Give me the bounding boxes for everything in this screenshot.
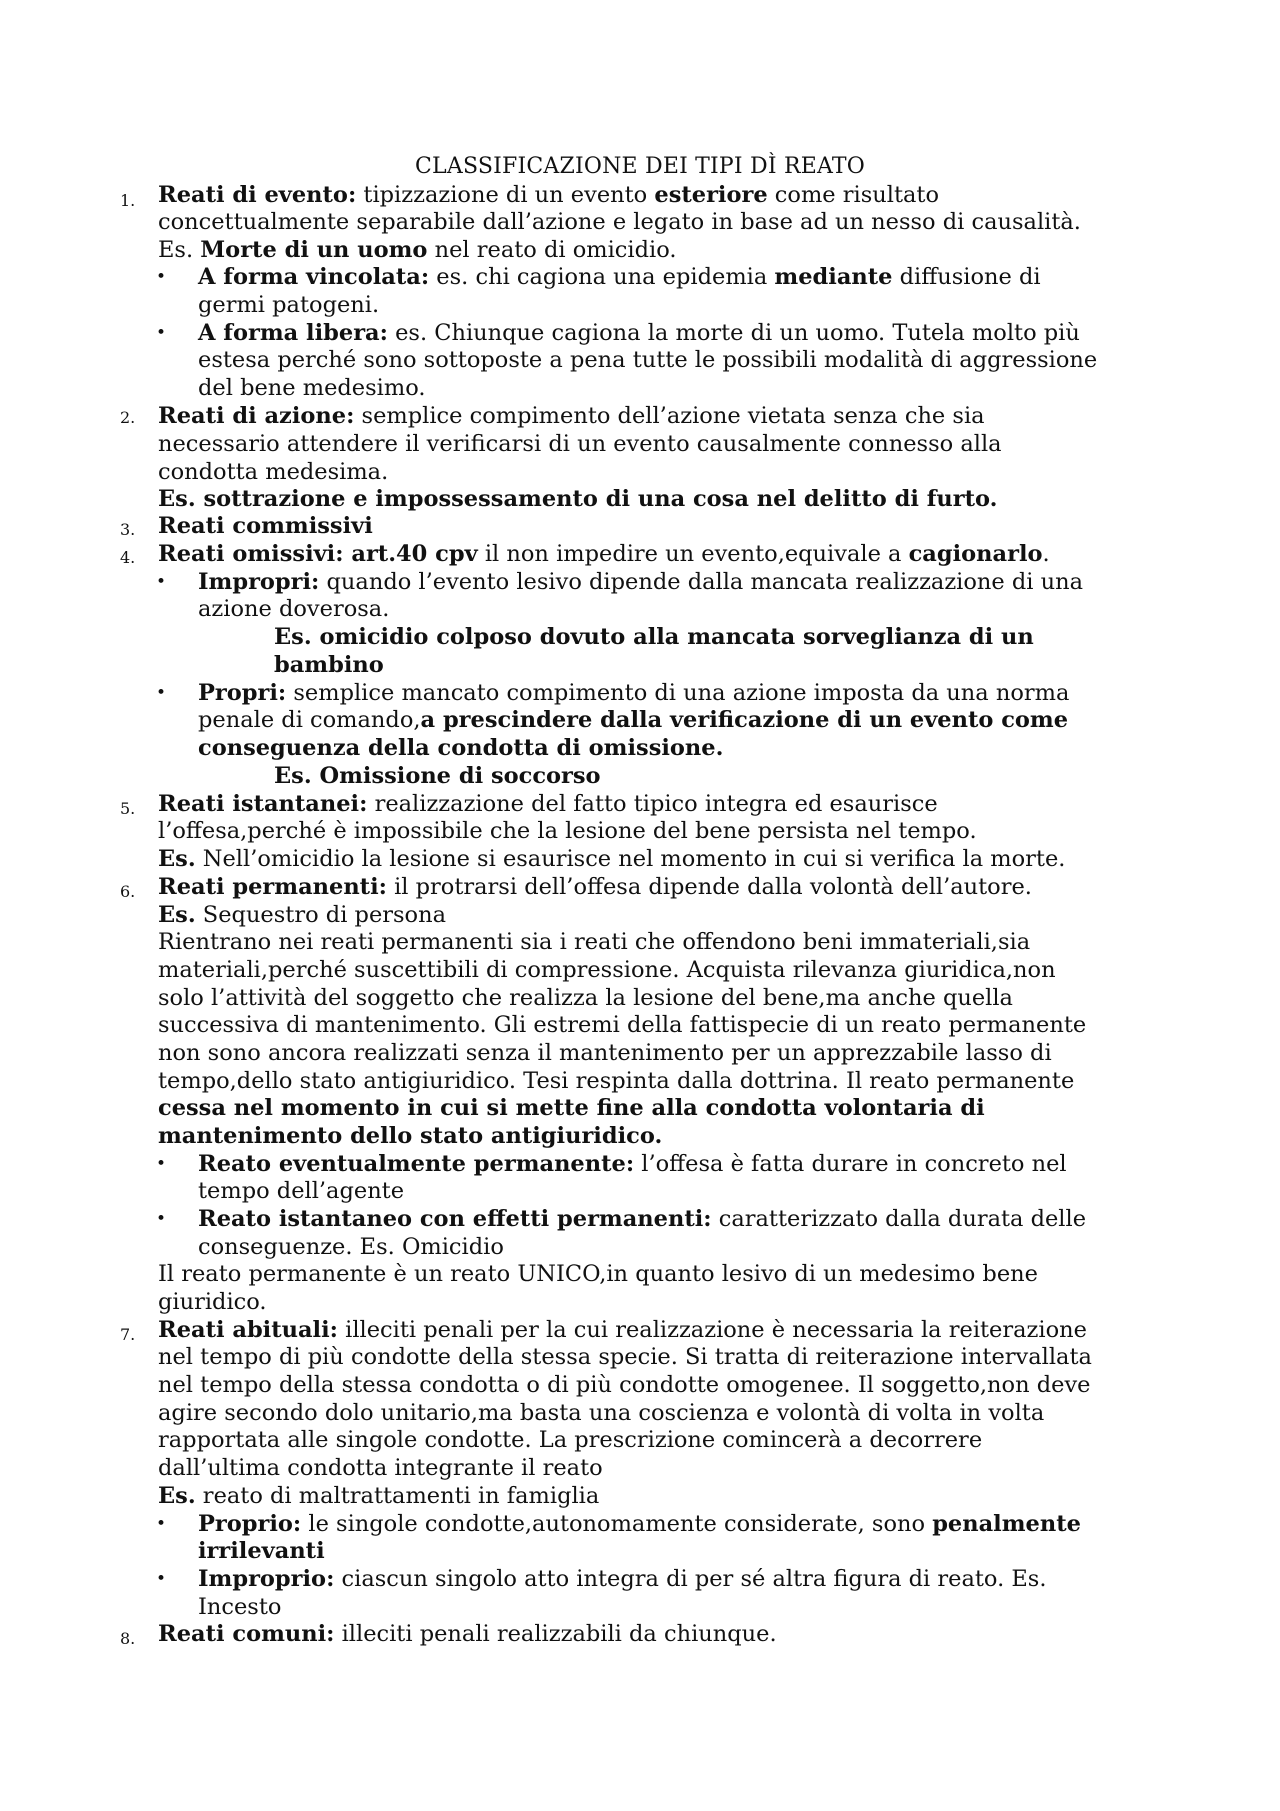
- list-number-6: 6.: [120, 882, 136, 901]
- item-7-paragraph-line-1: nel tempo di più condotte della stessa specie. Si tratta di reiterazione intervallata: [158, 1344, 1092, 1370]
- item-6-paragraph-line-1: Rientrano nei reati permanenti sia i reati che offendono beni immateriali,sia: [158, 929, 1031, 955]
- item-6-paragraph-line-8: mantenimento dello stato antigiuridico.: [158, 1123, 663, 1149]
- item-1-line-2: concettualmente separabile dall’azione e legato in base ad un nesso di causalità.: [158, 209, 1081, 235]
- item-6-paragraph-line-7: cessa nel momento in cui si mette fine alla condotta volontaria di: [158, 1095, 985, 1121]
- bullet: •: [156, 1209, 167, 1229]
- item-1-sub-1-line-1: A forma vincolata: es. chi cagiona una epidemia mediante diffusione di: [198, 264, 1041, 290]
- item-5-line-3: Es. Nell’omicidio la lesione si esaurisce nel momento in cui si verifica la morte.: [158, 846, 1066, 872]
- item-1-sub-2-line-3: del bene medesimo.: [198, 375, 426, 401]
- item-7-line-1: Reati abituali: illeciti penali per la cui realizzazione è necessaria la reiterazione: [158, 1317, 1087, 1343]
- bullet: •: [156, 267, 167, 287]
- item-6-line-2: Es. Sequestro di persona: [158, 902, 447, 928]
- bullet: •: [156, 1154, 167, 1174]
- item-4-line-1: Reati omissivi: art.40 cpv il non impedire un evento,equivale a cagionarlo.: [158, 541, 1050, 567]
- item-7-paragraph-line-2: nel tempo della stessa condotta o di più condotte omogenee. Il soggetto,non deve: [158, 1372, 1091, 1398]
- item-6-paragraph-line-3: solo l’attività del soggetto che realizza la lesione del bene,ma anche quella: [158, 985, 1013, 1011]
- item-2-line-1: Reati di azione: semplice compimento dell’azione vietata senza che sia: [158, 403, 985, 429]
- item-4-sub-1-line-1: Impropri: quando l’evento lesivo dipende dalla mancata realizzazione di una: [198, 569, 1084, 595]
- item-6-sub-2-line-1: Reato istantaneo con effetti permanenti: caratterizzato dalla durata delle: [198, 1206, 1087, 1232]
- bullet: •: [156, 1569, 167, 1589]
- item-6-paragraph-line-4: successiva di mantenimento. Gli estremi della fattispecie di un reato permanente: [158, 1012, 1087, 1038]
- item-4-sub-1-example-line-2: bambino: [274, 652, 384, 678]
- bullet: •: [156, 1514, 167, 1534]
- item-7-sub-1-line-1: Proprio: le singole condotte,autonomamente considerate, sono penalmente: [198, 1511, 1081, 1537]
- item-3-line-1: Reati commissivi: [158, 513, 373, 539]
- list-number-5: 5.: [120, 799, 136, 818]
- item-7-sub-1-line-2: irrilevanti: [198, 1538, 325, 1564]
- item-6-closing-line-1: Il reato permanente è un reato UNICO,in quanto lesivo di un medesimo bene: [158, 1261, 1038, 1287]
- item-6-closing-line-2: giuridico.: [158, 1289, 267, 1315]
- item-6-paragraph-line-5: non sono ancora realizzati senza il mantenimento per un apprezzabile lasso di: [158, 1040, 1052, 1066]
- item-6-paragraph-line-2: materiali,perché suscettibili di compressione. Acquista rilevanza giuridica,non: [158, 957, 1056, 983]
- list-number-3: 3.: [120, 520, 136, 539]
- item-6-sub-2-line-2: conseguenze. Es. Omicidio: [198, 1234, 504, 1260]
- item-4-sub-2-line-1: Propri: semplice mancato compimento di una azione imposta da una norma: [198, 680, 1070, 706]
- list-number-1: 1.: [120, 191, 136, 210]
- item-6-sub-1-line-2: tempo dell’agente: [198, 1178, 405, 1204]
- list-number-7: 7.: [120, 1325, 136, 1344]
- item-5-line-2: l’offesa,perché è impossibile che la lesione del bene persista nel tempo.: [158, 818, 977, 844]
- item-7-paragraph-line-4: rapportata alle singole condotte. La prescrizione comincerà a decorrere: [158, 1427, 983, 1453]
- item-1-line-1: Reati di evento: tipizzazione di un evento esteriore come risultato: [158, 182, 939, 208]
- list-number-4: 4.: [120, 548, 136, 567]
- item-4-sub-2-example: Es. Omissione di soccorso: [274, 763, 601, 789]
- item-2-line-4: Es. sottrazione e impossessamento di una cosa nel delitto di furto.: [158, 486, 998, 512]
- item-4-sub-2-line-3: conseguenza della condotta di omissione.: [198, 735, 724, 761]
- list-number-2: 2.: [120, 408, 136, 427]
- item-1-sub-1-line-2: germi patogeni.: [198, 292, 380, 318]
- item-2-line-3: condotta medesima.: [158, 459, 389, 485]
- item-6-sub-1-line-1: Reato eventualmente permanente: l’offesa è fatta durare in concreto nel: [198, 1151, 1067, 1177]
- item-2-line-2: necessario attendere il verificarsi di un evento causalmente connesso alla: [158, 431, 1002, 457]
- item-4-sub-2-line-2: penale di comando,a prescindere dalla verificazione di un evento come: [198, 707, 1069, 733]
- item-7-paragraph-line-5: dall’ultima condotta integrante il reato: [158, 1455, 603, 1481]
- item-8-line-1: Reati comuni: illeciti penali realizzabili da chiunque.: [158, 1621, 777, 1647]
- bullet: •: [156, 572, 167, 592]
- document-title: CLASSIFICAZIONE DEI TIPI DÌ REATO: [415, 154, 865, 179]
- item-6-line-1: Reati permanenti: il protrarsi dell’offesa dipende dalla volontà dell’autore.: [158, 874, 1032, 900]
- item-5-line-1: Reati istantanei: realizzazione del fatto tipico integra ed esaurisce: [158, 791, 938, 817]
- bullet: •: [156, 683, 167, 703]
- item-1-line-3: Es. Morte di un uomo nel reato di omicidio.: [158, 237, 677, 263]
- item-7-paragraph-line-3: agire secondo dolo unitario,ma basta una coscienza e volontà di volta in volta: [158, 1400, 1045, 1426]
- bullet: •: [156, 323, 167, 343]
- item-4-sub-1-line-2: azione doverosa.: [198, 596, 390, 622]
- item-7-example: Es. reato di maltrattamenti in famiglia: [158, 1483, 600, 1509]
- item-1-sub-2-line-1: A forma libera: es. Chiunque cagiona la morte di un uomo. Tutela molto più: [198, 320, 1080, 346]
- item-7-sub-2-line-2: Incesto: [198, 1594, 282, 1620]
- item-7-sub-2-line-1: Improprio: ciascun singolo atto integra di per sé altra figura di reato. Es.: [198, 1566, 1047, 1592]
- item-1-sub-2-line-2: estesa perché sono sottoposte a pena tutte le possibili modalità di aggressione: [198, 347, 1098, 373]
- item-6-paragraph-line-6: tempo,dello stato antigiuridico. Tesi respinta dalla dottrina. Il reato permanente: [158, 1068, 1075, 1094]
- list-number-8: 8.: [120, 1629, 136, 1648]
- item-4-sub-1-example-line-1: Es. omicidio colposo dovuto alla mancata sorveglianza di un: [274, 624, 1034, 650]
